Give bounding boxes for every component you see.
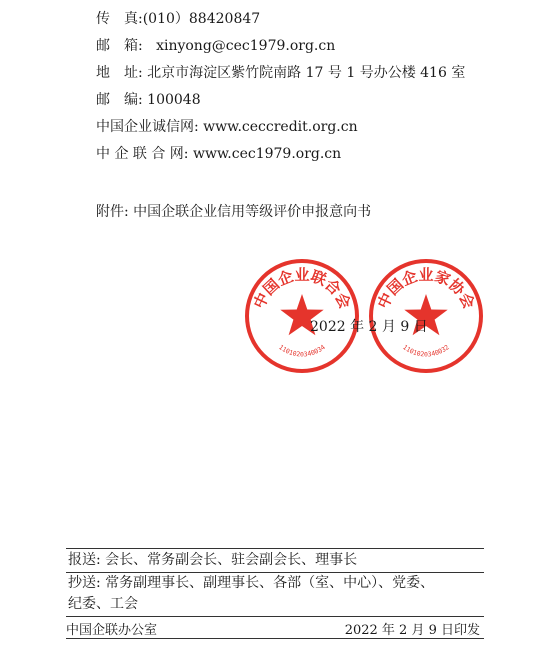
cec-site-line (96, 145, 341, 163)
address-line (96, 64, 465, 82)
postcode-value: 100048 (147, 92, 201, 108)
fax-line (96, 10, 260, 28)
attachment-title: 中国企联企业信用等级评价申报意向书 (133, 204, 372, 220)
credit-site-line (96, 118, 358, 136)
address-value: 北京市海淀区紫竹院南路 17 号 1 号办公楼 416 室 (147, 65, 466, 81)
fax-label: 传 真: (96, 11, 143, 27)
credit-site-label: 中国企业诚信网: (96, 119, 199, 135)
distribution-bottom-rule (66, 616, 484, 617)
postcode-line (96, 91, 201, 109)
cec-site-label: 中 企 联 合 网: (96, 146, 189, 162)
email-label: 邮 箱: (96, 38, 143, 54)
email-line (96, 37, 335, 55)
copy-line-2: 纪委、工会 (68, 596, 138, 612)
sign-date: 2022 年 2 月 9 日 (310, 319, 428, 335)
cec-site-value: www.cec1979.org.cn (192, 146, 342, 162)
print-date: 2022 年 2 月 9 日印发 (344, 623, 480, 638)
postcode-label: 邮 编: (96, 92, 143, 108)
seal-left-code: 1101020340034 (277, 343, 327, 359)
footer-bottom-rule (66, 638, 484, 639)
distribution-top-rule (66, 548, 484, 549)
seal-right-text: 中国企业家协会 (373, 266, 479, 312)
copy-line-1: 抄送: 常务副理事长、副理事长、各部（室、中心）、党委、 (68, 575, 435, 591)
attachment-label: 附件: (96, 204, 129, 220)
fax-value: (010）88420847 (142, 11, 261, 27)
seal-left-text: 中国企业联合会 (249, 266, 355, 312)
issuing-office: 中国企联办公室 (66, 623, 158, 638)
address-label: 地 址: (96, 65, 143, 81)
credit-site-value: www.ceccredit.org.cn (203, 119, 358, 135)
attachment-line (96, 201, 371, 221)
email-value: xinyong@cec1979.org.cn (156, 38, 336, 54)
report-line: 报送: 会长、常务副会长、驻会副会长、理事长 (68, 552, 358, 568)
seal-right-code: 1101020340032 (401, 343, 451, 359)
